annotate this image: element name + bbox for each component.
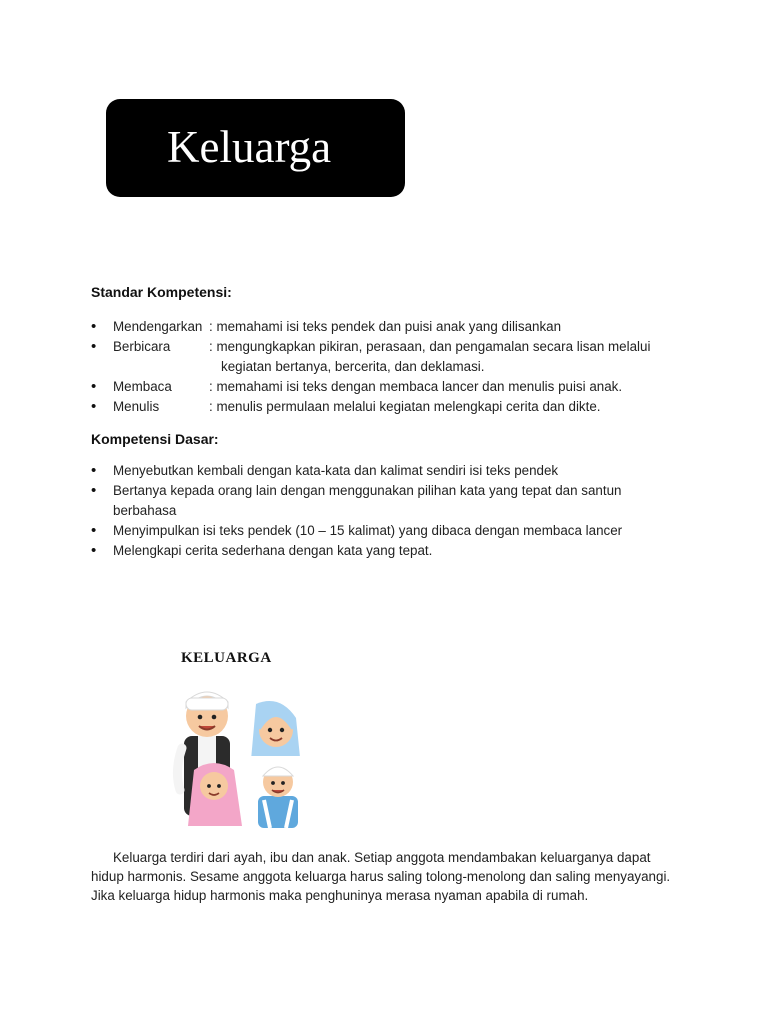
list-item: • Menulis : menulis permulaan melalui kegiatan melengkapi cerita dan dikte. bbox=[91, 397, 691, 417]
section-title: KELUARGA bbox=[181, 650, 272, 666]
list-item: • Berbicara : mengungkapkan pikiran, perasaan, dan pengamalan secara lisan melalui kegiatan bertanya, bercerita, dan deklamasi. bbox=[91, 337, 691, 377]
standar-kompetensi-heading: Standar Kompetensi: bbox=[91, 284, 232, 300]
kompetensi-dasar-list bbox=[91, 461, 651, 561]
list-item: • Membaca : memahami isi teks dengan membaca lancer dan menulis puisi anak. bbox=[91, 377, 691, 397]
page-title: Keluarga bbox=[167, 122, 332, 172]
list-item: • Melengkapi cerita sederhana dengan kata yang tepat. bbox=[91, 541, 651, 561]
kompetensi-dasar-heading: Kompetensi Dasar: bbox=[91, 431, 219, 447]
list-item: • Mendengarkan : memahami isi teks pendek dan puisi anak yang dilisankan bbox=[91, 317, 691, 337]
title-banner bbox=[106, 99, 405, 197]
list-item: • Menyebutkan kembali dengan kata-kata dan kalimat sendiri isi teks pendek bbox=[91, 461, 651, 481]
standar-kompetensi-list bbox=[91, 317, 691, 417]
list-item: • Menyimpulkan isi teks pendek (10 – 15 kalimat) yang dibaca dengan membaca lancer bbox=[91, 521, 651, 541]
family-paragraph: Keluarga terdiri dari ayah, ibu dan anak. Setiap anggota mendambakan keluarganya dapat hidup harmonis. Sesame anggota keluarga harus saling tolong-menolong dan saling menyayangi. Jika keluarga hidup harmonis maka penghuninya merasa nyaman apabila di rumah. bbox=[91, 850, 671, 903]
list-item: • Bertanya kepada orang lain dengan menggunakan pilihan kata yang tepat dan santun berbahasa bbox=[91, 481, 651, 521]
family-illustration bbox=[172, 686, 320, 830]
